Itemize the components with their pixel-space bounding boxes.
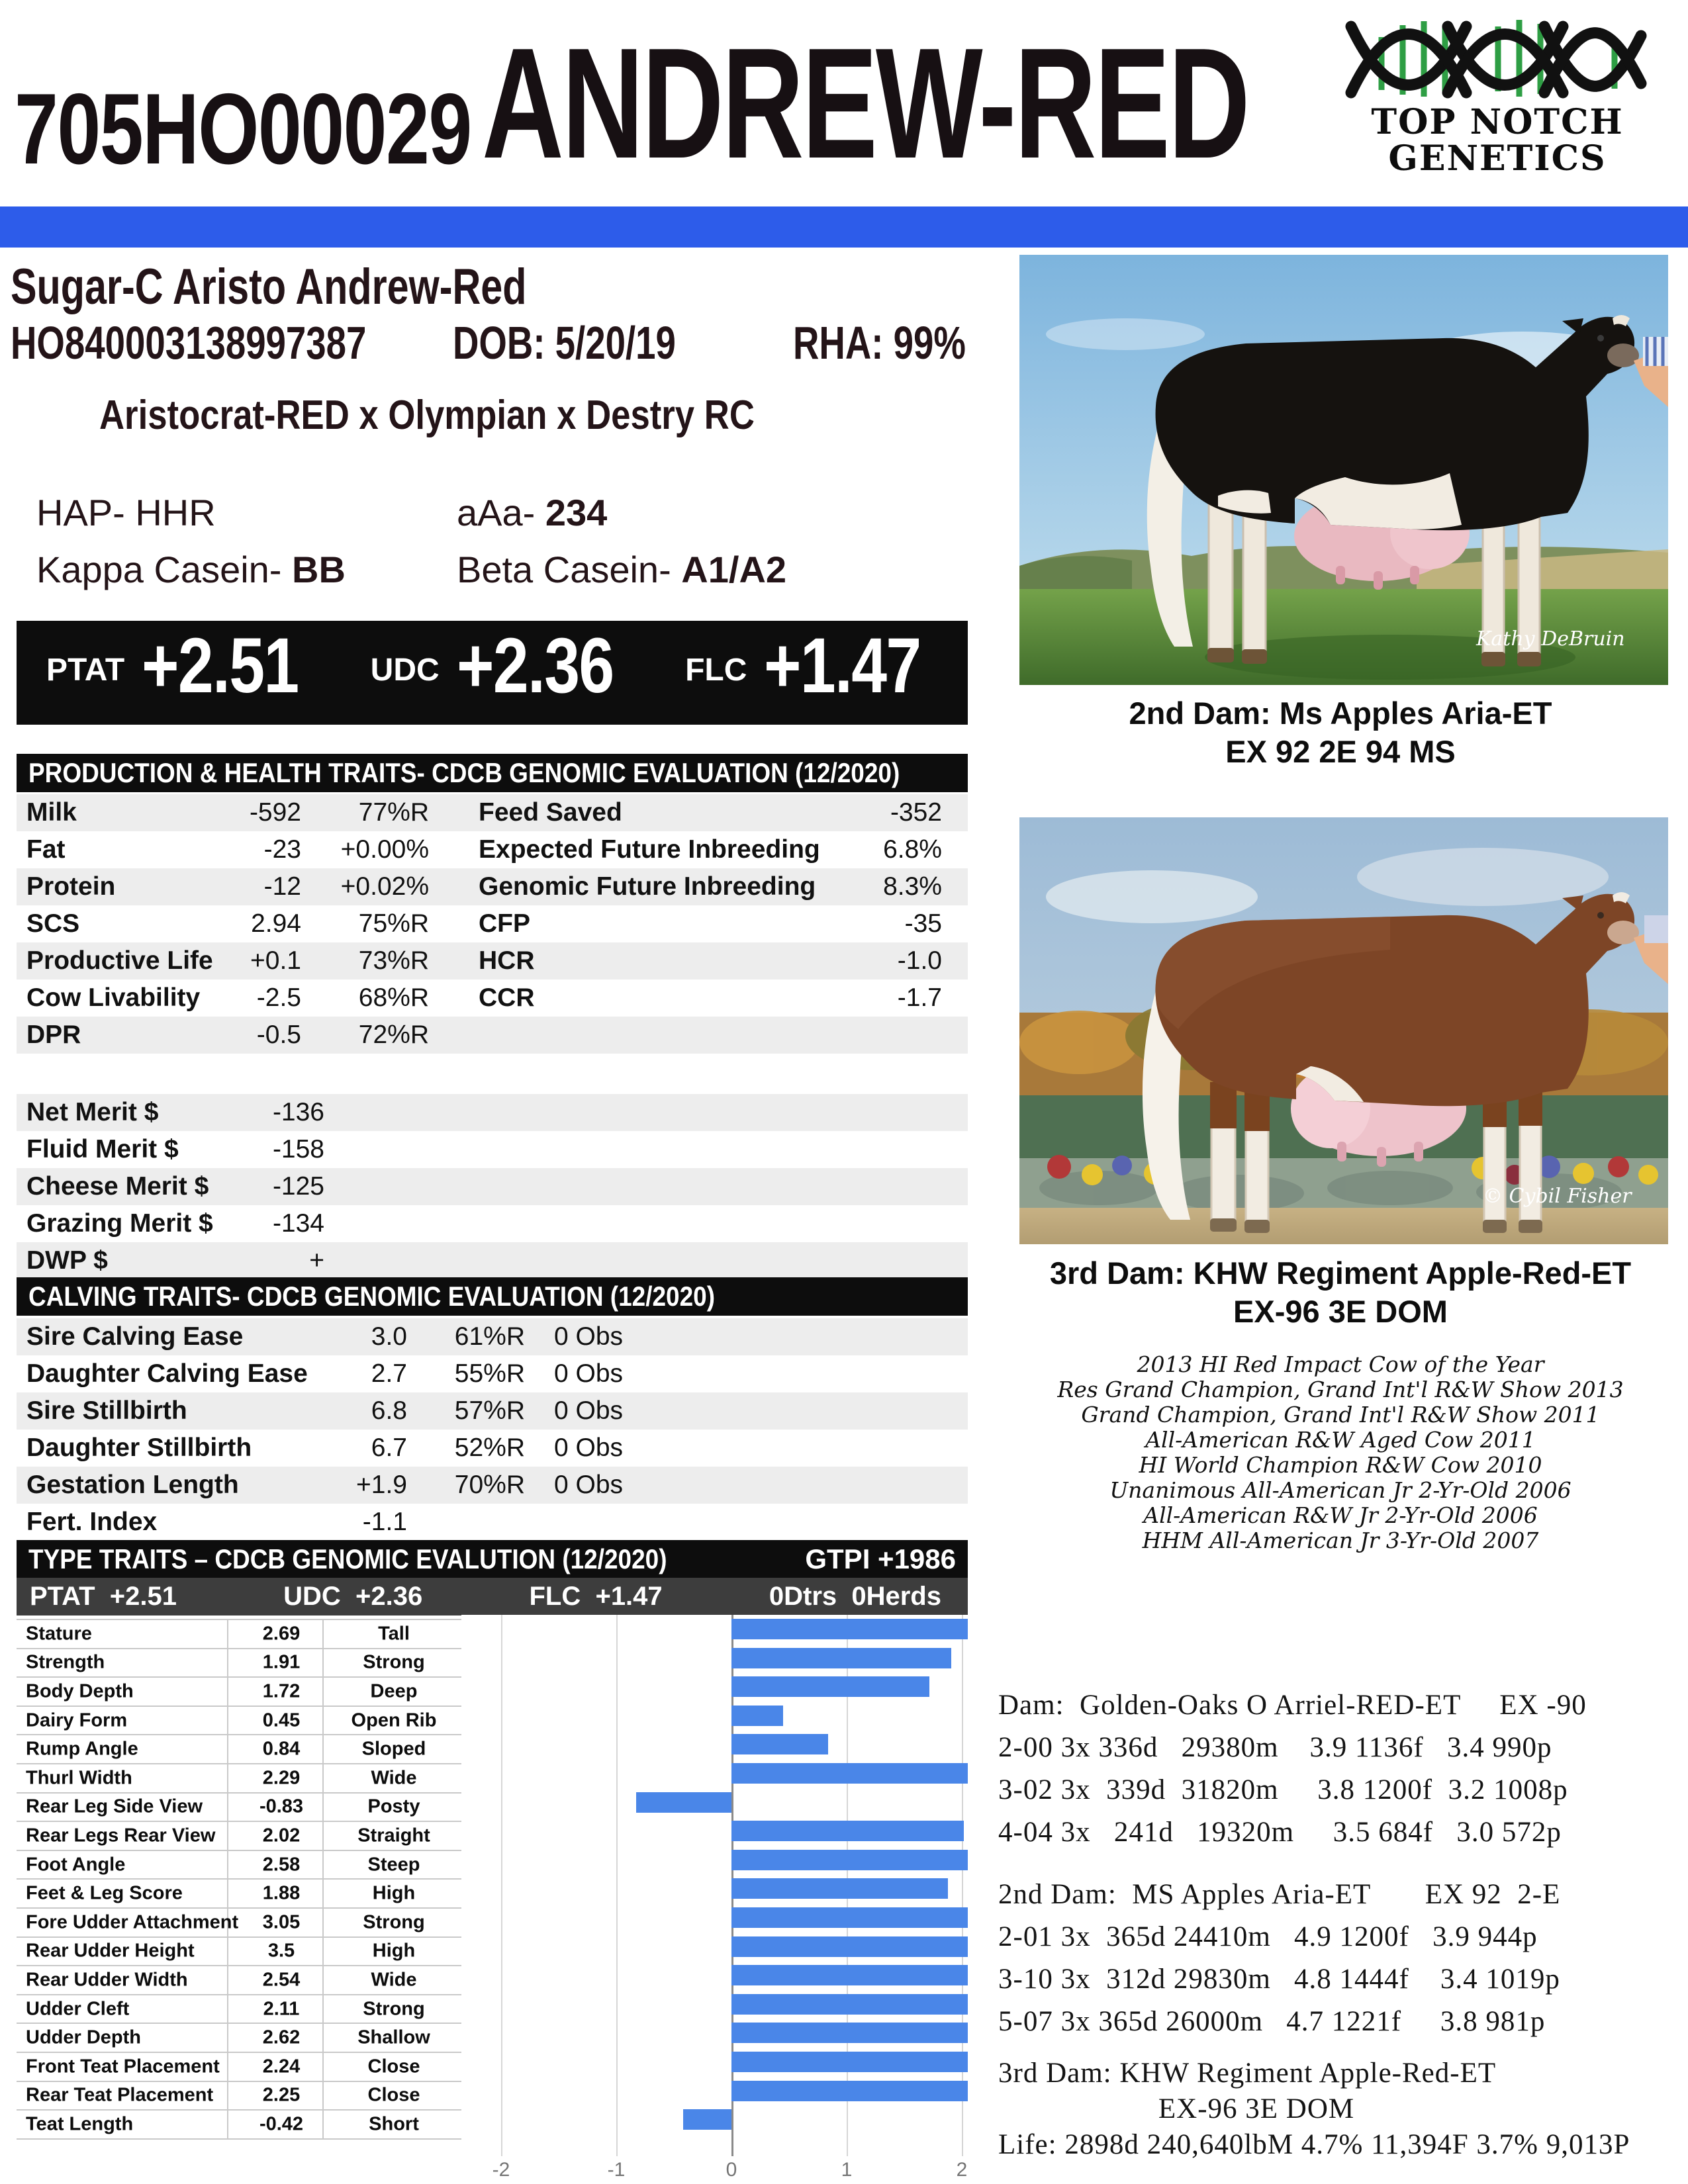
dam3-subheading: EX-96 3E DOM <box>1158 2093 1355 2124</box>
type-traits-table <box>17 1619 461 2140</box>
trait-descriptor: High <box>372 1940 416 1962</box>
type-trait-row <box>17 1620 461 1649</box>
beta-row <box>457 548 786 591</box>
banner-udc: UDC +2.36 <box>370 622 614 709</box>
trait-descriptor: Wide <box>371 1767 417 1789</box>
trait-value: 2.11 <box>263 1998 300 2020</box>
photo-2nd-dam <box>1019 255 1668 688</box>
chart-gridline <box>501 1615 502 2156</box>
award-line: HHM All-American Jr 3-Yr-Old 2007 <box>1142 1527 1539 1553</box>
merit-row: Net Merit $ -136 <box>17 1094 968 1131</box>
banner-flc: FLC +1.47 <box>685 622 921 709</box>
trait-descriptor: Short <box>369 2113 419 2135</box>
type-trait-row <box>17 1851 461 1880</box>
hap-row <box>36 491 216 534</box>
trait-name: Rear Udder Width <box>26 1969 188 1991</box>
chart-gridline <box>962 1615 963 2156</box>
dob: DOB: 5/20/19 <box>453 317 676 369</box>
trait-descriptor: Straight <box>357 1825 430 1846</box>
page-title-text: ANDREW-RED <box>482 16 1248 191</box>
type-trait-row <box>17 2082 461 2111</box>
dam2-record: 5-07 3x 365d 26000m 4.7 1221f 3.8 981p <box>998 2006 1546 2037</box>
x-axis-tick-label: 0 <box>726 2159 737 2181</box>
trait-bar <box>731 1706 783 1726</box>
kappa-row <box>36 548 346 591</box>
trait-name: Dairy Form <box>26 1709 128 1731</box>
holstein-cow-photo <box>1019 255 1668 685</box>
dam2-record: 2-01 3x 365d 24410m 4.9 1200f 3.9 944p <box>998 1921 1538 1952</box>
trait-name: Strength <box>26 1651 105 1673</box>
kappa-casein-label: Kappa Casein- <box>36 549 282 590</box>
accent-divider-bar <box>0 206 1688 248</box>
award-line: Grand Champion, Grand Int'l R&W Show 2011 <box>1081 1402 1600 1428</box>
trait-value: 2.58 <box>262 1854 301 1876</box>
merit-row: Fluid Merit $ -158 <box>26 1135 324 1163</box>
brand-name-line1: TOP NOTCH <box>1371 102 1624 142</box>
type-trait-row <box>17 1822 461 1851</box>
trait-value: 2.24 <box>262 2056 301 2077</box>
trait-bar <box>683 2109 731 2130</box>
trait-bar <box>731 1936 968 1957</box>
trait-name: Teat Length <box>26 2113 134 2135</box>
rha: RHA: 99% <box>793 317 966 369</box>
trait-name: Feet & Leg Score <box>26 1882 183 1904</box>
trait-value: 2.54 <box>262 1969 301 1991</box>
type-trait-row <box>17 1764 461 1794</box>
trait-descriptor: Posty <box>367 1796 420 1817</box>
production-section-header: PRODUCTION & HEALTH TRAITS- CDCB GENOMIC EVALUATION (12/2020) <box>17 754 968 792</box>
x-axis-tick-label: -2 <box>492 2159 510 2181</box>
type-trait-row <box>17 1909 461 1938</box>
calving-row: Daughter Calving Ease 2.7 55%R 0 Obs <box>26 1359 624 1388</box>
dam-record: 2-00 3x 336d 29380m 3.9 1136f 3.4 990p <box>998 1732 1552 1763</box>
x-axis-tick-label: 2 <box>956 2159 968 2181</box>
type-trait-row <box>17 1794 461 1823</box>
trait-descriptor: Strong <box>363 1911 425 1933</box>
trait-descriptor: Strong <box>363 1998 425 2020</box>
dam3-heading: 3rd Dam: KHW Regiment Apple-Red-ET <box>998 2058 1497 2089</box>
dam2-record: 3-10 3x 312d 29830m 4.8 1444f 3.4 1019p <box>998 1964 1560 1995</box>
photo-credit: © Cybil Fisher <box>1483 1185 1632 1208</box>
type-trait-row <box>17 1938 461 1967</box>
trait-name: Foot Angle <box>26 1854 126 1876</box>
trait-name: Rump Angle <box>26 1738 138 1760</box>
trait-value: -0.83 <box>259 1796 304 1817</box>
award-line: All-American R&W Jr 2-Yr-Old 2006 <box>1143 1502 1538 1528</box>
award-line: HI World Champion R&W Cow 2010 <box>1139 1452 1542 1478</box>
red-cow-photo <box>1019 817 1668 1244</box>
trait-bar <box>731 1734 828 1754</box>
trait-bar <box>731 1907 968 1928</box>
merit-row: Grazing Merit $ -134 <box>26 1209 324 1238</box>
type-trait-row <box>17 2111 461 2140</box>
animal-full-name: Sugar-C Aristo Andrew-Red <box>11 259 527 315</box>
banner-ptat: PTAT +2.51 <box>46 622 299 709</box>
trait-bar <box>731 1619 968 1639</box>
beta-casein-label: Beta Casein- <box>457 549 671 590</box>
production-row: Cow Livability -2.5 68%R CCR -1.7 <box>26 983 942 1012</box>
production-row: SCS 2.94 75%R CFP -35 <box>26 909 942 938</box>
aaa-label: aAa- <box>457 492 536 533</box>
dam-record: 4-04 3x 241d 19320m 3.5 684f 3.0 572p <box>998 1817 1562 1848</box>
trait-descriptor: Open Rib <box>351 1709 437 1731</box>
trait-value: 0.84 <box>262 1738 301 1760</box>
registration-id: HO840003138997387 <box>11 317 367 369</box>
brand-logo <box>1332 12 1663 177</box>
award-line: 2013 HI Red Impact Cow of the Year <box>1137 1351 1544 1377</box>
trait-name: Rear Leg Side View <box>26 1796 203 1817</box>
trait-value: 2.29 <box>262 1767 301 1789</box>
merit-row: DWP $ + <box>17 1242 968 1279</box>
sire-stack: Aristocrat-RED x Olympian x Destry RC <box>99 392 755 438</box>
reg-number-text: 705HO00029 <box>15 73 471 185</box>
aaa-value: 234 <box>545 492 608 533</box>
trait-value: 2.02 <box>262 1825 301 1846</box>
photo2-caption-line1: 3rd Dam: KHW Regiment Apple-Red-ET <box>1049 1255 1632 1291</box>
photo1-caption-line2: EX 92 2E 94 MS <box>1225 734 1456 769</box>
trait-bar <box>731 1821 964 1841</box>
award-line: Res Grand Champion, Grand Int'l R&W Show 2013 <box>1057 1377 1624 1402</box>
hap-value: HHR <box>135 492 216 533</box>
trait-name: Udder Cleft <box>26 1998 130 2020</box>
chart-gridline <box>616 1615 618 2156</box>
trait-name: Body Depth <box>26 1680 134 1702</box>
trait-bar <box>731 1994 968 2015</box>
type-trait-row <box>17 1707 461 1736</box>
beta-casein-value: A1/A2 <box>681 549 787 590</box>
calving-section-header: CALVING TRAITS- CDCB GENOMIC EVALUATION (12/2020) <box>17 1277 968 1316</box>
trait-name: Front Teat Placement <box>26 2056 220 2077</box>
type-section-header: TYPE TRAITS – CDCB GENOMIC EVALUTION (12/2020) GTPI +1986 <box>17 1540 968 1578</box>
dam3-life-record: Life: 2898d 240,640lbM 4.7% 11,394F 3.7% 9,013P <box>998 2129 1630 2160</box>
photo1-caption-line1: 2nd Dam: Ms Apples Aria-ET <box>1129 696 1552 731</box>
type-trait-row <box>17 1880 461 1909</box>
trait-descriptor: Steep <box>367 1854 420 1876</box>
trait-bar <box>731 1676 929 1697</box>
gtpi-value: GTPI +1986 <box>805 1543 956 1574</box>
kappa-casein-value: BB <box>292 549 346 590</box>
trait-bar <box>731 1850 968 1870</box>
production-row: Protein -12 +0.02% Genomic Future Inbreeding 8.3% <box>17 868 968 905</box>
x-axis-tick-label: -1 <box>607 2159 626 2181</box>
trait-bar <box>731 2052 968 2072</box>
trait-name: Rear Teat Placement <box>26 2084 214 2106</box>
calving-row: Fert. Index -1.1 <box>26 1508 407 1536</box>
calving-row: Sire Stillbirth 6.8 57%R 0 Obs <box>17 1392 968 1430</box>
dam-heading: Dam: Golden-Oaks O Arriel-RED-ET EX -90 <box>998 1690 1587 1721</box>
trait-value: 2.69 <box>262 1623 301 1645</box>
trait-bar <box>731 2081 968 2101</box>
trait-name: Udder Depth <box>26 2026 141 2048</box>
calving-row: Sire Calving Ease 3.0 61%R 0 Obs <box>17 1318 968 1355</box>
trait-bar <box>731 2023 968 2043</box>
type-trait-row <box>17 2053 461 2082</box>
production-row: Milk -592 77%R Feed Saved -352 <box>17 794 968 831</box>
type-traits-bar-chart <box>461 1615 968 2156</box>
dna-helix-icon <box>1342 12 1653 101</box>
trait-value: -0.42 <box>259 2113 304 2135</box>
type-trait-row <box>17 2024 461 2053</box>
trait-value: 3.5 <box>267 1940 295 1962</box>
type-trait-row <box>17 1678 461 1707</box>
dam2-heading: 2nd Dam: MS Apples Aria-ET EX 92 2-E <box>998 1879 1561 1910</box>
trait-bar <box>731 1648 951 1668</box>
trait-descriptor: High <box>372 1882 416 1904</box>
calving-row: Daughter Stillbirth 6.7 52%R 0 Obs <box>26 1433 624 1462</box>
trait-name: Stature <box>26 1623 92 1645</box>
trait-descriptor: Wide <box>371 1969 417 1991</box>
trait-descriptor: Close <box>367 2084 420 2106</box>
type-trait-row <box>17 1735 461 1764</box>
brand-name-line2: GENETICS <box>1388 138 1607 179</box>
trait-bar <box>636 1792 731 1813</box>
photo-credit: Kathy DeBruin <box>1476 627 1625 651</box>
calving-row: Gestation Length +1.9 70%R 0 Obs <box>17 1467 968 1504</box>
chart-x-axis <box>461 2159 968 2183</box>
photo2-caption-line2: EX-96 3E DOM <box>1233 1294 1448 1329</box>
trait-value: 1.91 <box>262 1651 301 1673</box>
trait-name: Rear Udder Height <box>26 1940 195 1962</box>
aaa-row <box>457 491 607 534</box>
trait-name: Fore Udder Attachment <box>26 1911 239 1933</box>
trait-bar <box>731 1763 968 1784</box>
trait-value: 2.25 <box>262 2084 301 2106</box>
trait-name: Thurl Width <box>26 1767 132 1789</box>
trait-descriptor: Tall <box>378 1623 410 1645</box>
merit-row: Cheese Merit $ -125 <box>17 1168 968 1205</box>
trait-descriptor: Deep <box>370 1680 418 1702</box>
trait-descriptor: Shallow <box>357 2026 430 2048</box>
trait-value: 1.88 <box>262 1882 301 1904</box>
trait-descriptor: Sloped <box>361 1738 426 1760</box>
type-trait-row <box>17 1649 461 1678</box>
trait-value: 2.62 <box>262 2026 301 2048</box>
production-row: Fat -23 +0.00% Expected Future Inbreeding 6.8% <box>26 835 942 864</box>
award-line: Unanimous All-American Jr 2-Yr-Old 2006 <box>1109 1477 1571 1503</box>
highlight-banner <box>17 621 968 725</box>
dam-record: 3-02 3x 339d 31820m 3.8 1200f 3.2 1008p <box>998 1774 1568 1805</box>
type-subheader: PTAT +2.51 UDC +2.36 FLC +1.47 0Dtrs 0Herds <box>17 1578 968 1615</box>
type-trait-row <box>17 1995 461 2025</box>
type-trait-row <box>17 1966 461 1995</box>
trait-name: Rear Legs Rear View <box>26 1825 216 1846</box>
production-row: Productive Life +0.1 73%R HCR -1.0 <box>17 942 968 979</box>
x-axis-tick-label: 1 <box>841 2159 853 2181</box>
trait-descriptor: Close <box>367 2056 420 2077</box>
trait-bar <box>731 1965 968 1985</box>
trait-bar <box>731 1878 948 1899</box>
production-row: DPR -0.5 72%R <box>17 1017 968 1054</box>
trait-value: 0.45 <box>262 1709 301 1731</box>
hap-label: HAP- <box>36 492 125 533</box>
trait-value: 3.05 <box>262 1911 301 1933</box>
trait-value: 1.72 <box>262 1680 301 1702</box>
photo-3rd-dam <box>1019 817 1668 1248</box>
trait-descriptor: Strong <box>363 1651 425 1673</box>
award-line: All-American R&W Aged Cow 2011 <box>1145 1427 1536 1453</box>
